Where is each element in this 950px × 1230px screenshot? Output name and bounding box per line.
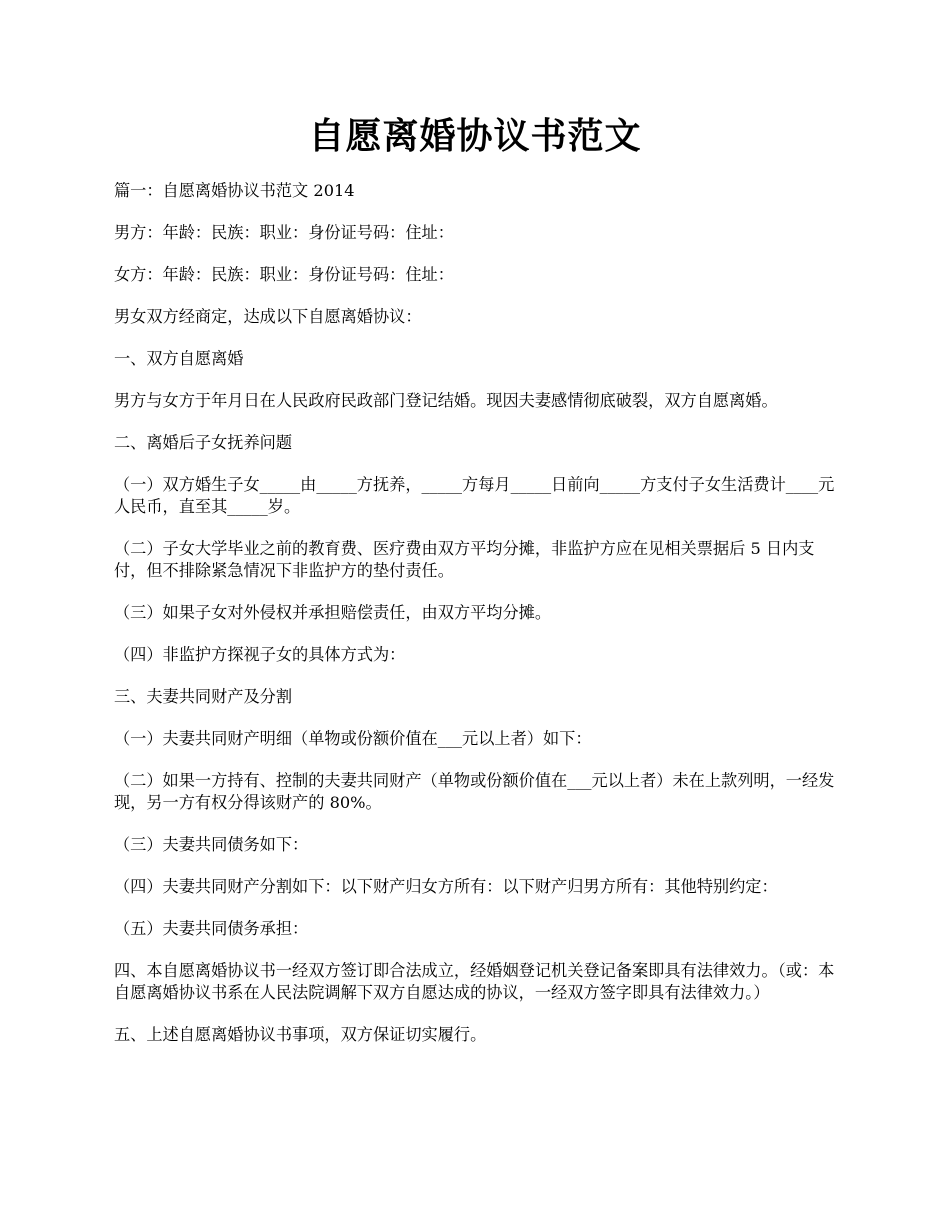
paragraph-section-heading: 篇一：自愿离婚协议书范文 2014 — [114, 181, 355, 200]
paragraph-female-party-info: 女方：年龄：民族：职业：身份证号码：住址： — [114, 265, 454, 284]
clause-4: 四、本自愿离婚协议书一经双方签订即合法成立，经婚姻登记机关登记备案即具有法律效力。（或：本自愿离婚协议书系在人民法院调解下双方自愿达成的协议，一经双方签字即具有法律效力。） — [114, 961, 835, 1002]
document-body — [114, 180, 842, 1066]
clause-3-item-2: （二）如果一方持有、控制的夫妻共同财产（单物或份额价值在___元以上者）未在上款列明，一经发现，另一方有权分得该财产的 80%。 — [114, 771, 835, 812]
clause-heading-2: 二、离婚后子女抚养问题 — [114, 433, 293, 452]
clause-5: 五、上述自愿离婚协议书事项，双方保证切实履行。 — [114, 1025, 487, 1044]
clause-3-item-3: （三）夫妻共同债务如下： — [114, 835, 309, 854]
paragraph-male-party-info: 男方：年龄：民族：职业：身份证号码：住址： — [114, 223, 454, 242]
clause-3-item-1: （一）夫妻共同财产明细（单物或份额价值在___元以上者）如下： — [114, 729, 592, 748]
clause-2-item-4: （四）非监护方探视子女的具体方式为： — [114, 645, 406, 664]
paragraph-marriage-registration: 男方与女方于年月日在人民政府民政部门登记结婚。现因夫妻感情彻底破裂，双方自愿离婚。 — [114, 391, 778, 410]
clause-3-item-5: （五）夫妻共同债务承担： — [114, 919, 309, 938]
clause-heading-3: 三、夫妻共同财产及分割 — [114, 687, 293, 706]
clause-2-item-1: （一）双方婚生子女_____由_____方抚养，_____方每月_____日前向_____方支付子女生活费计____元人民币，直至其_____岁。 — [114, 475, 835, 516]
clause-2-item-3: （三）如果子女对外侵权并承担赔偿责任，由双方平均分摊。 — [114, 603, 552, 622]
paragraph-agreement-intro: 男女双方经商定，达成以下自愿离婚协议： — [114, 307, 422, 326]
document-title: 自愿离婚协议书范文 — [308, 115, 642, 157]
clause-heading-1: 一、双方自愿离婚 — [114, 349, 244, 368]
clause-2-item-2: （二）子女大学毕业之前的教育费、医疗费由双方平均分摊，非监护方应在见相关票据后 5 日内支付，但不排除紧急情况下非监护方的垫付责任。 — [114, 539, 815, 580]
clause-3-item-4: （四）夫妻共同财产分割如下：以下财产归女方所有：以下财产归男方所有：其他特别约定： — [114, 877, 778, 896]
